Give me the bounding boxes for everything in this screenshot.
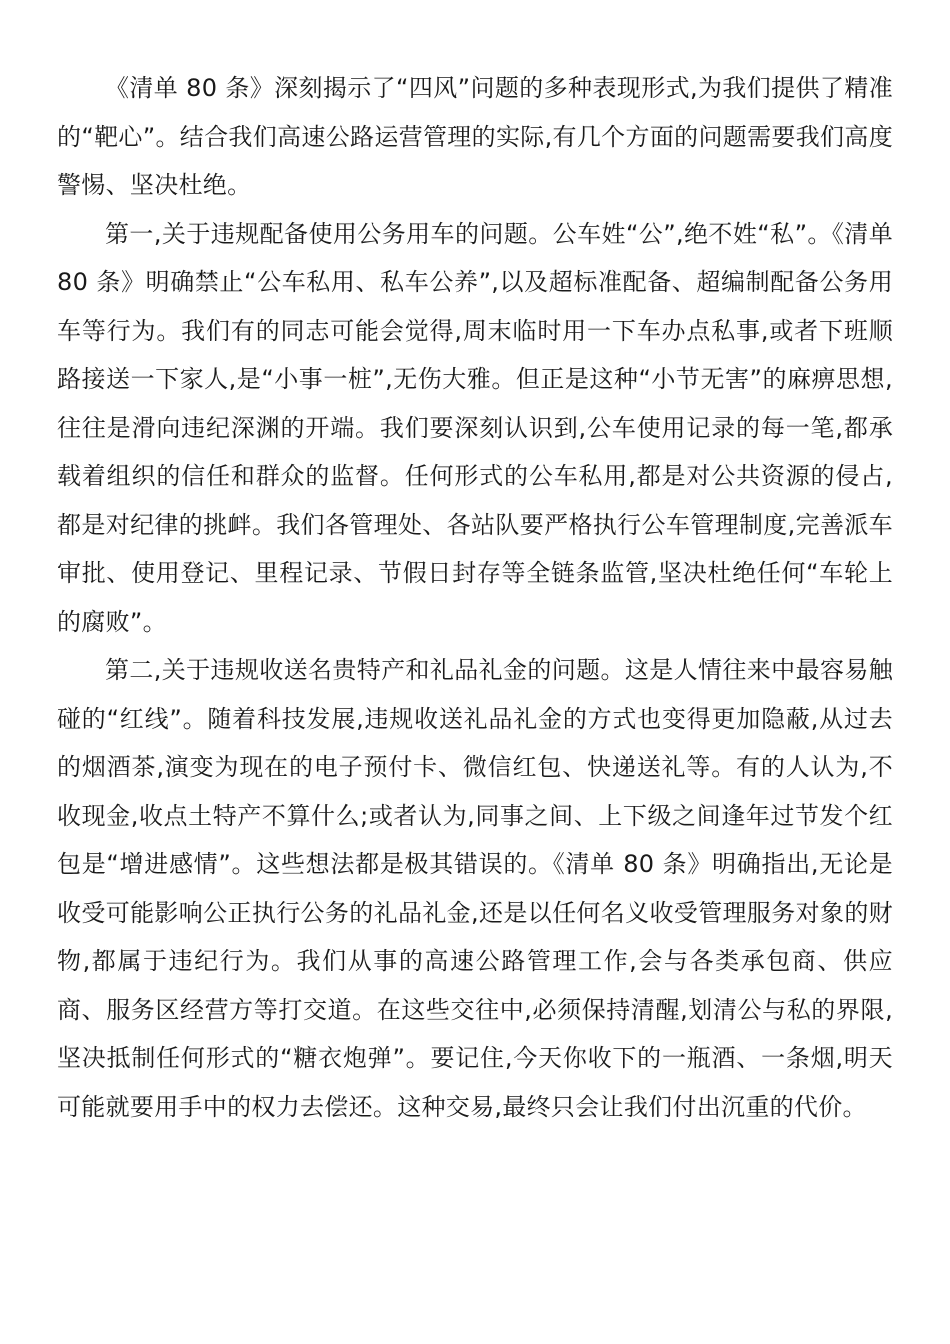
- paragraph-gifts-and-money: 第二,关于违规收送名贵特产和礼品礼金的问题。这是人情往来中最容易触碰的“红线”。随着科技发展,违规收送礼品礼金的方式也变得更加隐蔽,从过去的烟酒茶,演变为现在的电子预付卡、微信红包、快递送礼等。有的人认为,不收现金,收点土特产不算什么;或者认为,同事之间、上下级之间逢年过节发个红包是“增进感情”。这些想法都是极其错误的。《清单 80 条》明确指出,无论是收受可能影响公正执行公务的礼品礼金,还是以任何名义收受管理服务对象的财物,都属于违纪行为。我们从事的高速公路管理工作,会与各类承包商、供应商、服务区经营方等打交道。在这些交往中,必须保持清醒,划清公与私的界限,坚决抵制任何形式的“糖衣炮弹”。要记住,今天你收下的一瓶酒、一条烟,明天可能就要用手中的权力去偿还。这种交易,最终只会让我们付出沉重的代价。: [57, 656, 893, 1121]
- paragraph-official-vehicles: 第一,关于违规配备使用公务用车的问题。公车姓“公”,绝不姓“私”。《清单 80 条》明确禁止“公车私用、私车公养”,以及超标准配备、超编制配备公务用车等行为。我们有的同志可能会觉得,周末临时用一下车办点私事,或者下班顺路接送一下家人,是“小事一桩”,无伤大雅。但正是这种“小节无害”的麻痹思想,往往是滑向违纪深渊的开端。我们要深刻认识到,公车使用记录的每一笔,都承载着组织的信任和群众的监督。任何形式的公车私用,都是对公共资源的侵占,都是对纪律的挑衅。我们各管理处、各站队要严格执行公车管理制度,完善派车审批、使用登记、里程记录、节假日封存等全链条监管,坚决杜绝任何“车轮上的腐败”。: [57, 219, 893, 636]
- document-body: [57, 64, 893, 1131]
- paragraph-intro: 《清单 80 条》深刻揭示了“四风”问题的多种表现形式,为我们提供了精准的“靶心”。结合我们高速公路运营管理的实际,有几个方面的问题需要我们高度警惕、坚决杜绝。: [57, 74, 893, 199]
